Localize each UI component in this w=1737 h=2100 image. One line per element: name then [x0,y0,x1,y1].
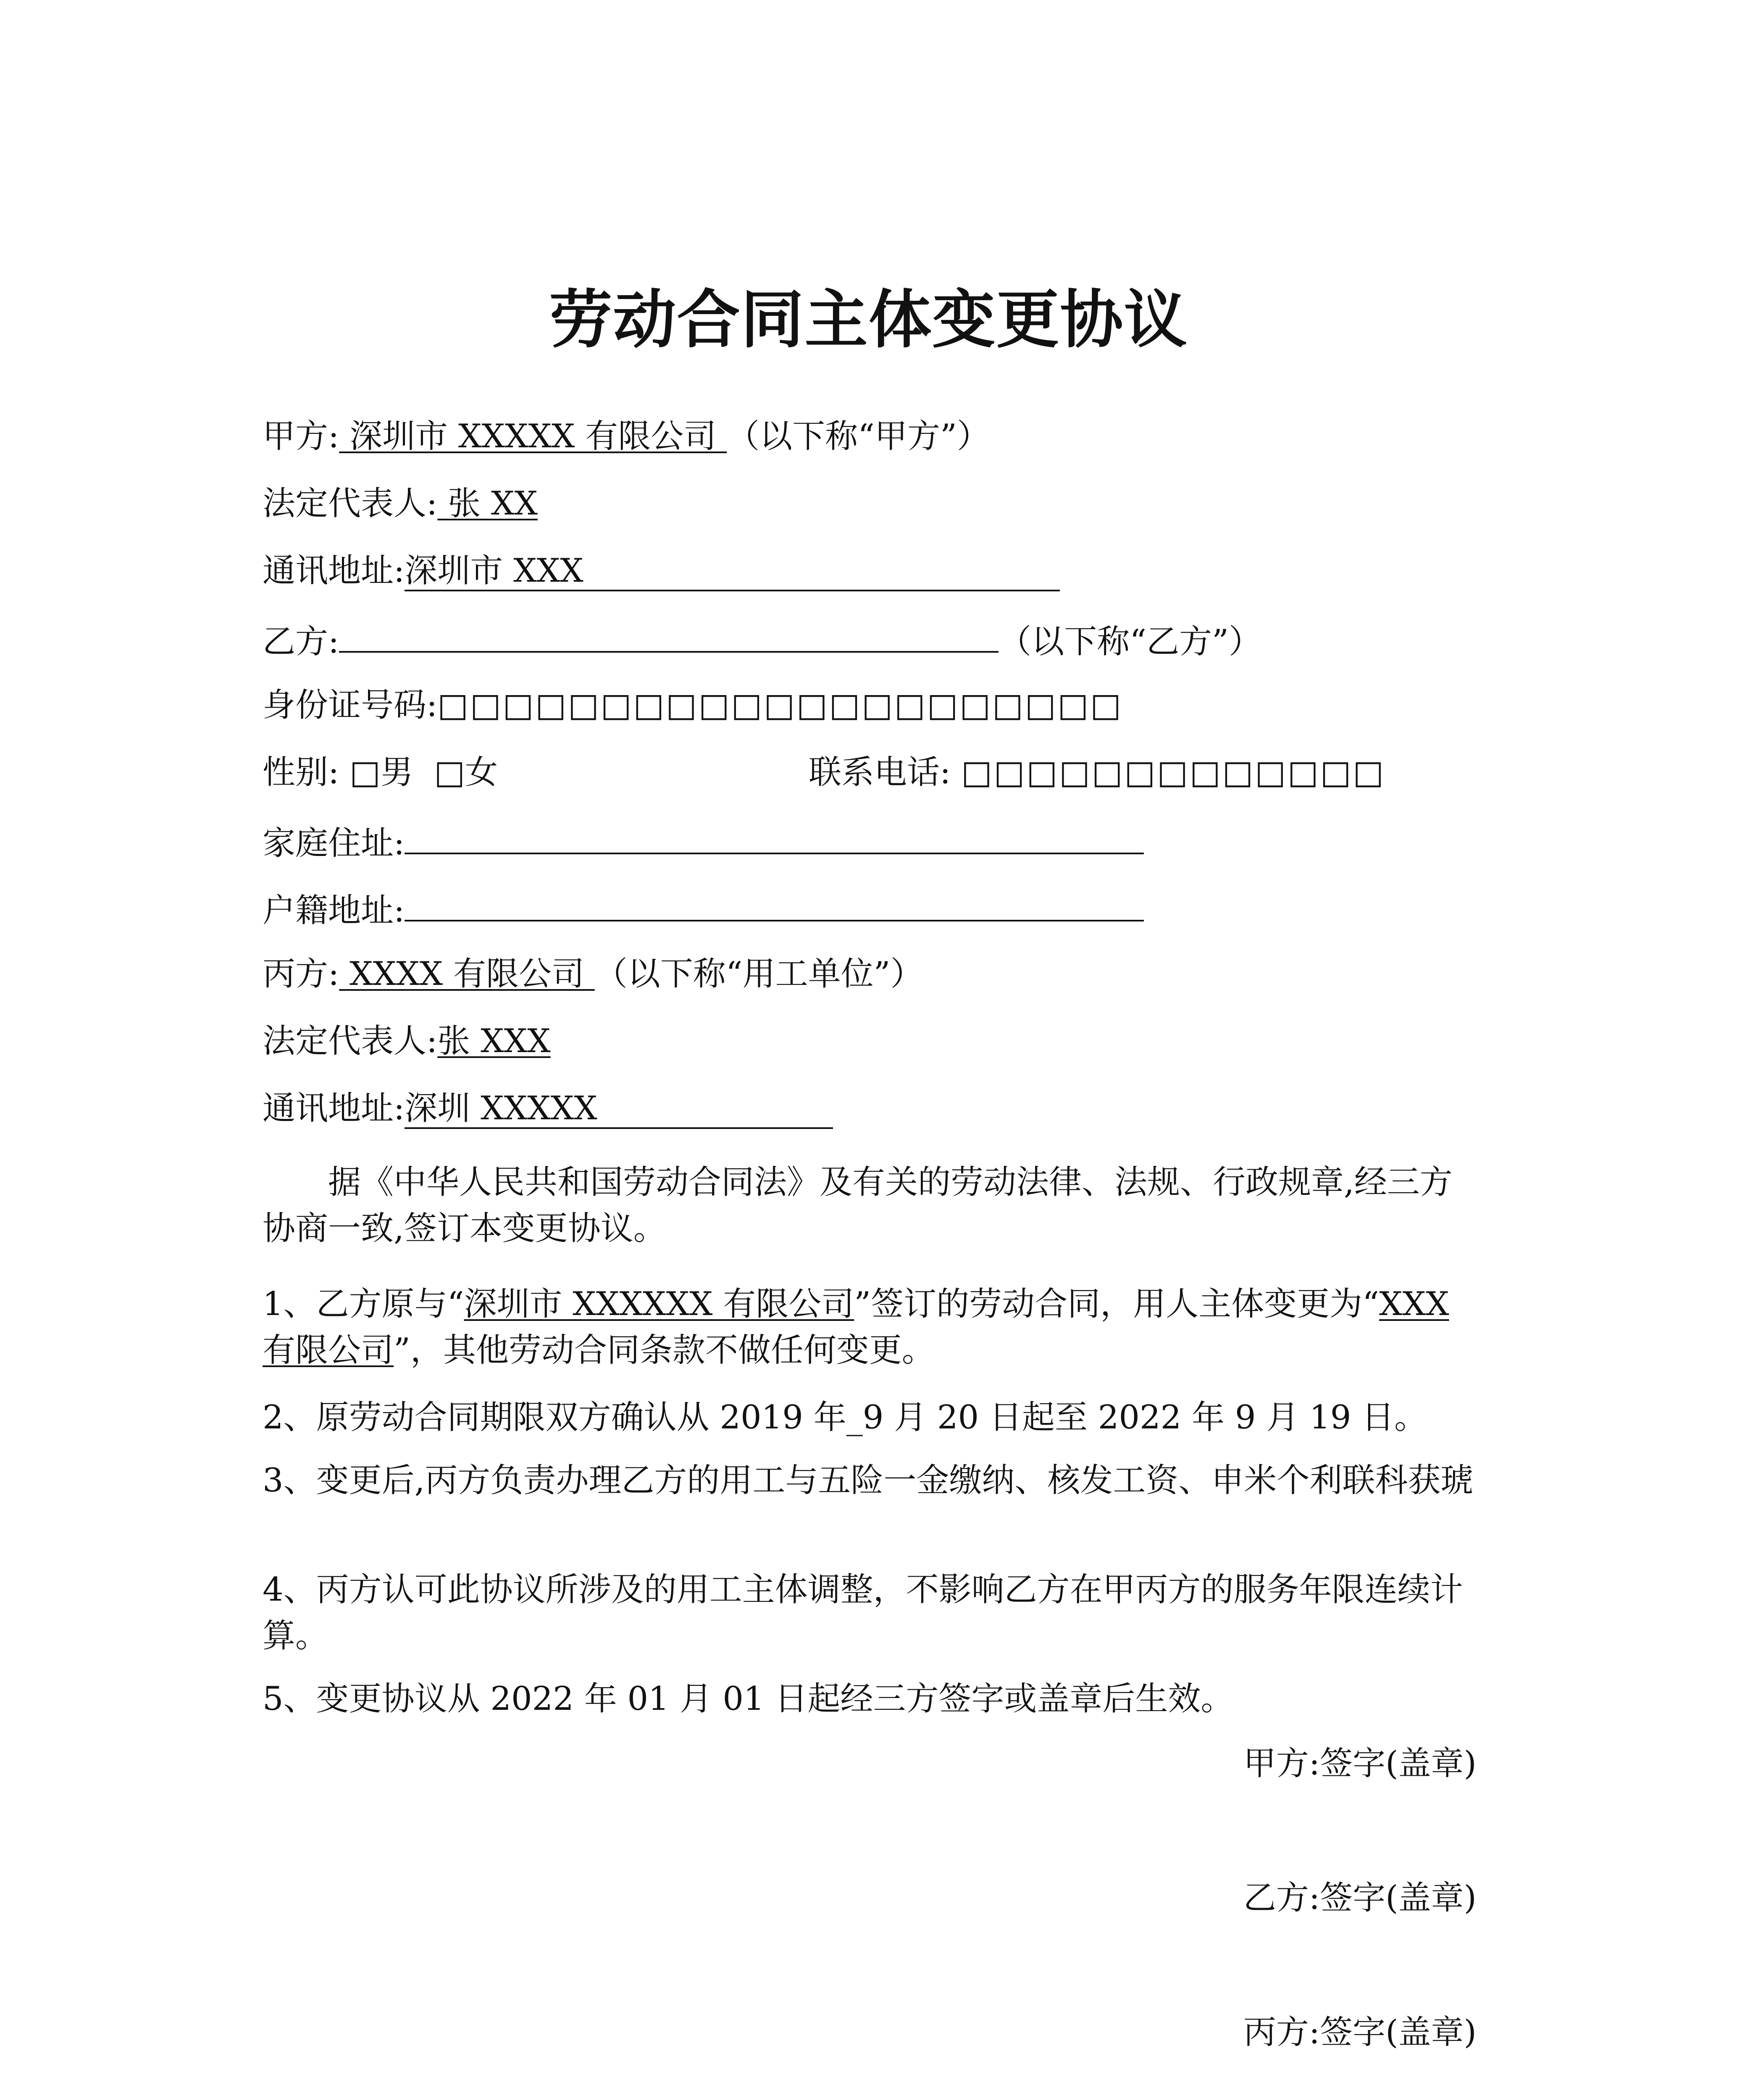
clause-4: 4、丙方认可此协议所涉及的用工主体调整，不影响乙方在甲丙方的服务年限连续计算。 [263,1571,1463,1655]
document-title: 劳动合同主体变更协议 [549,284,1188,357]
party-c-rep-line [263,1022,551,1060]
party-a-line [263,417,990,455]
party-b-label: 乙方: [263,623,339,661]
clause-3: 3、变更后,丙方负责办理乙方的用工与五险一金缴纳、核发工资、申米个利联科获琥 [263,1462,1474,1499]
intro-paragraph: 据《中华人民共和国劳动合同法》及有关的劳动法律、法规、行政规章,经三方协商一致,签订本变更协议。 [263,1163,1453,1247]
clause-1-part-c: ”签订的劳动合同，用人主体变更为“ [854,1285,1380,1323]
party-b-suffix: （以下称“乙方”） [999,623,1262,661]
party-a-label: 甲方: [263,417,339,455]
party-c-name: XXXX 有限公司 [339,955,595,993]
party-b-blank [339,622,999,653]
party-a-address-label: 通讯地址: [263,552,405,590]
clause-2: 2、原劳动合同期限双方确认从 2019 年_9 月 20 日起至 2022 年 9 月 19 日。 [263,1399,1427,1436]
signature-party-b: 乙方:签字(盖章) [1243,1879,1477,1917]
gender-line [263,753,498,791]
gender-label: 性别: [263,753,339,791]
home-address-label: 家庭住址: [263,824,405,862]
signature-party-a: 甲方:签字(盖章) [1243,1745,1477,1782]
party-a-suffix: （以下称“甲方”） [727,417,990,455]
signature-party-c: 丙方:签字(盖章) [1243,2013,1477,2051]
party-c-address-value: 深圳 XXXXX [405,1092,833,1129]
clause-1-old-employer: 深圳市 XXXXXX 有限公司 [464,1285,854,1323]
id-number-line [263,686,1123,724]
home-address-line [263,823,1144,860]
party-c-suffix: （以下称“用工单位”） [594,955,923,993]
home-address-blank [405,823,1144,854]
party-a-rep-line [263,487,538,520]
party-c-label: 丙方: [263,955,339,993]
party-b-line [263,622,1262,661]
party-c-address-label: 通讯地址: [263,1089,405,1127]
party-a-rep-label: 法定代表人: [263,485,438,522]
party-c-address-line [263,1089,833,1129]
clause-1-part-a: 1、乙方原与“ [263,1285,464,1323]
party-c-rep-label: 法定代表人: [263,1022,438,1060]
phone-label: 联系电话: [809,753,951,791]
clause-1-part-e: ”，其他劳动合同条款不做任何变更。 [394,1331,935,1369]
party-c-line [263,955,923,993]
id-number-label: 身份证号码: [263,686,438,724]
party-c-rep-value: 张 XXX [437,1022,551,1060]
phone-boxes: □□□□□□□□□□□□□ [961,753,1386,791]
party-a-address-value: 深圳市 XXX [405,554,1060,591]
id-number-boxes: □□□□□□□□□□□□□□□□□□□□□ [437,686,1123,724]
household-address-line [263,890,1144,927]
clause-1 [263,1281,1477,1373]
gender-female-checkbox: □女 [434,753,498,791]
household-address-blank [405,890,1144,921]
household-address-label: 户籍地址: [263,892,405,929]
clause-1-new-employer: XXX 有限公司 [263,1285,1449,1369]
party-a-rep-value: 张 XX [437,485,538,522]
phone-line [809,753,1386,791]
gender-male-checkbox: □男 [350,753,413,791]
party-a-name: 深圳市 XXXXX 有限公司 [339,417,727,455]
party-a-address-line [263,554,1060,591]
clause-5: 5、变更协议从 2022 年 01 月 01 日起经三方签字或盖章后生效。 [263,1680,1234,1718]
